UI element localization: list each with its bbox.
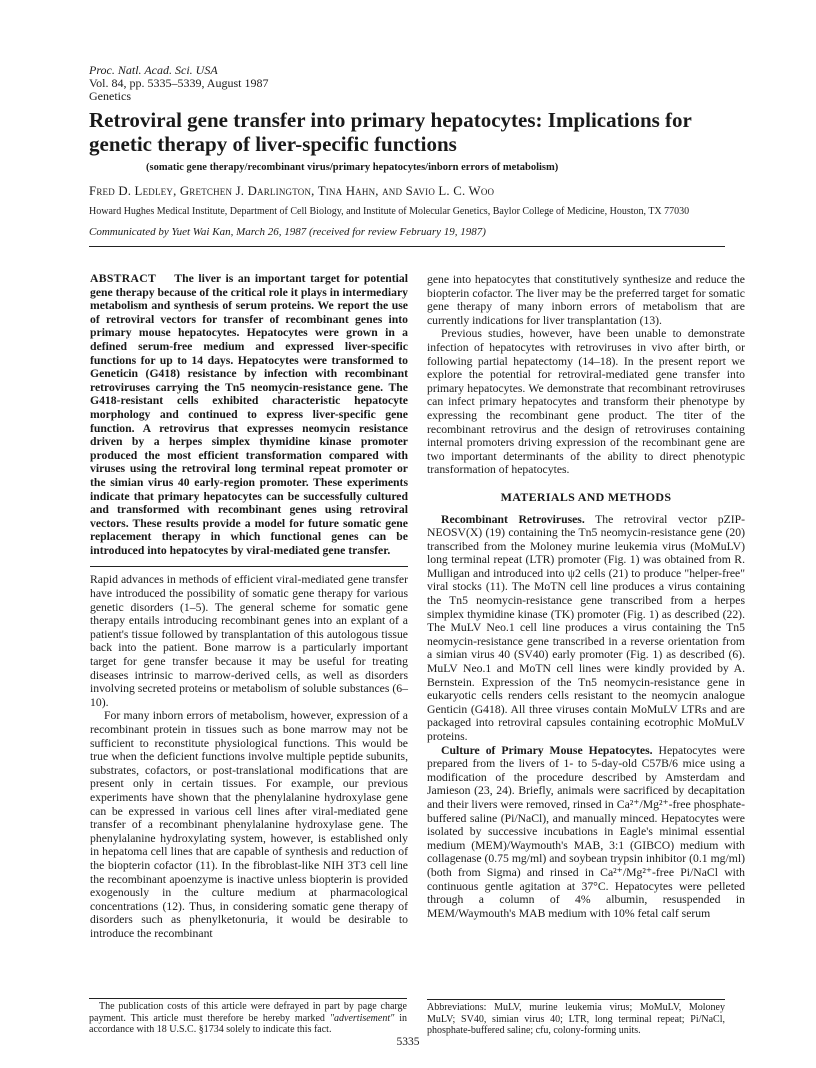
right-column [427, 273, 745, 920]
article-title: Retroviral gene transfer into primary hepatocytes: Implications for genetic therapy of liver-specific functions [89, 108, 692, 156]
communicated-by [89, 226, 486, 238]
section-heading: MATERIALS AND METHODS [500, 489, 672, 504]
publication-cost-footnote [89, 1001, 407, 1036]
abstract-label: ABSTRACT [90, 272, 157, 285]
journal-header [89, 64, 268, 103]
intro-paragraph-4: Previous studies, however, have been unable to demonstrate infection of hepatocytes with retroviruses in vivo after birth, or following partial hepatectomy (14–18). In the present report we explore the potential for retroviral-mediated gene transfer into primary hepatocytes. We demonstrate that recombinant retroviruses can infect primary hepatocytes and transform their phenotype by expressing the recombinant gene product. The titer of the recombinant retrovirus and the design of retroviruses containing internal promoters driving expression of the recombinant gene are two important determinants of the ability to direct phenotypic transformation of hepatocytes. [427, 327, 745, 477]
header-divider [89, 246, 725, 247]
abstract [90, 272, 408, 557]
footnote-divider-left [89, 998, 407, 999]
footnote-left-a: The publication costs of this article were defrayed in part by page charge payment. This article must therefore be hereby marked [89, 1001, 407, 1024]
intro-paragraph-2: For many inborn errors of metabolism, however, expression of a recombinant protein in tissues such as bone marrow may not be sufficient to reconstitute physiological functions. This would be true when the deficient functions involve multiple peptide subunits, substrates, cofactors, or post-translational modifications that are present only in certain tissues. For example, our previous experiments have shown that the phenylalanine hydroxylase gene can be expressed in various cell lines after viral-mediated gene transfer of a recombinant phenylalanine hydroxylase gene. The phenylalanine hydroxylating system, however, is established only in hepatoma cell lines that are capable of synthesis and reduction of the biopterin cofactor (11). In the fibroblast-like NIH 3T3 cell line the recombinant apoenzyme is inactive unless biopterin is provided exogenously in the culture medium at pharmacological concentrations (12). Thus, in considering somatic gene therapy of disorders such as phenylketonuria, it would be desirable to introduce the recombinant [90, 709, 408, 940]
journal-section: Genetics [89, 89, 131, 103]
methods-subhead-2: Culture of Primary Mouse Hepatocytes. [441, 743, 653, 757]
abstract-text: The liver is an important target for potential gene therapy because of the critical role it plays in intermediary metabolism and synthesis of serum proteins. We report the use of retroviral vectors for transfer of recombinant genes into primary mouse hepatocytes. Hepatocytes were grown in a defined serum-free medium and expressed liver-specific functions for up to 14 days. Hepatocytes were transformed to Geneticin (G418) resistance by infection with recombinant retroviruses carrying the Tn5 neomycin-resistance gene. The G418-resistant cells exhibited characteristic hepatocyte morphology and continued to express liver-specific gene function. A retrovirus that expresses neomycin resistance driven by a herpes simplex thymidine kinase promoter produced the most efficient transformation compared with viruses using the retroviral long terminal repeat promoter or the simian virus 40 early-region promoter. These experiments indicate that primary hepatocytes can be successfully cultured and transformed with recombinant genes using retroviral vectors. These results provide a model for future somatic gene replacement therapy in which functional genes can be introduced into hepatocytes by viral-mediated gene transfer. [90, 272, 408, 557]
methods-text-1: The retroviral vector pZIP-NEOSV(X) (19) containing the Tn5 neomycin-resistance gene (20) transcribed from the Moloney murine leukemia virus (MoMuLV) long terminal repeat (LTR) promoter (Fig. 1) was obtained from R. Mulligan and introduced into ψ2 cells (21) to produce "helper-free" viral stocks (11). The MoTN cell line produces a virus containing the Tn5 neomycin-resistance gene transcribed from a herpes simplex thymidine kinase (TK) promoter (Fig. 1) as described (22). The MuLV Neo.1 cell line produces a virus containing the Tn5 neomycin-resistance gene transcribed in a reverse orientation from a simian virus 40 (SV40) early promoter (Fig. 1) as described (6). MuLV Neo.1 and MoTN cell lines were kindly provided by A. Bernstein. Expression of the Tn5 neomycin-resistance gene in eukaryotic cells renders cells resistant to the neomycin analogue Genticin (G418). All three viruses contain MoMuLV LTRs and are packaged into retroviral capsules containing ecotrophic MoMuLV proteins. [427, 512, 746, 743]
abstract-divider [90, 566, 408, 567]
methods-paragraph-1 [427, 513, 745, 744]
intro-paragraph-3: gene into hepatocytes that constitutively synthesize and reduce the biopterin cofactor. The liver may be the preferred target for somatic gene therapy of many inborn errors of metabolism that are currently indications for liver transplantation (13). [427, 273, 745, 327]
author-list: Fred D. Ledley, Gretchen J. Darlington, Tina Hahn, and Savio L. C. Woo [89, 184, 495, 198]
footnote-left-b: in accordance with 18 U.S.C. §1734 solely to indicate this fact. [89, 1012, 407, 1036]
journal-volume: Vol. 84, pp. 5335–5339, August 1987 [89, 76, 269, 90]
affiliation: Howard Hughes Medical Institute, Department of Cell Biology, and Institute of Molecular Genetics, Baylor College of Medicine, Houston, TX 77030 [89, 206, 690, 217]
methods-subhead-1: Recombinant Retroviruses. [441, 512, 585, 526]
intro-paragraph-1: Rapid advances in methods of efficient viral-mediated gene transfer have introduced the possibility of somatic gene therapy for various genetic disorders (1–5). The general scheme for somatic gene therapy entails introducing recombinant genes into an explant of a patient's tissue followed by transplantation of this autologous tissue back into the patient. Bone marrow is a particularly important target for gene transfer because it may be useful for treating diseases intrinsic to marrow-derived cells, as well as disorders involving secreted proteins or metabolism of soluble substances (6–10). [90, 573, 408, 709]
journal-name: Proc. Natl. Acad. Sci. USA [89, 63, 218, 77]
keywords: (somatic gene therapy/recombinant virus/primary hepatocytes/inborn errors of metabolism) [146, 162, 559, 173]
abbreviations-footnote: Abbreviations: MuLV, murine leukemia virus; MoMuLV, Moloney MuLV; SV40, simian virus 40; LTR, long terminal repeat; Pi/NaCl, phosphate-buffered saline; cfu, colony-forming units. [427, 1002, 725, 1037]
communicated-by-text: Communicated by Yuet Wai Kan, March 26, 1987 (received for review February 19, 1987) [89, 226, 486, 238]
footnote-advertisement: "advertisement" [329, 1012, 395, 1024]
methods-text-2: Hepatocytes were prepared from the livers of 1- to 5-day-old C57B/6 mice using a modification of the procedure described by Amsterdam and Jamieson (23, 24). Briefly, animals were sacrificed by decapitation and their livers were removed, rinsed in Ca²⁺/Mg²⁺-free phosphate-buffered saline (Pi/NaCl), and manually minced. Hepatocytes were isolated by successive incubations in Eagle's minimal essential medium (MEM)/Waymouth's MAB, 3:1 (GIBCO) medium with collagenase (0.75 mg/ml) and soybean trypsin inhibitor (0.1 mg/ml) (both from Sigma) and rinsed in Ca²⁺/Mg²⁺-free Pi/NaCl with continuous gentle agitation at 37°C. Hepatocytes were pelleted through a column of 4% albumin, resuspended in MEM/Waymouth's MAB medium with 10% fetal calf serum [427, 743, 745, 920]
page-number: 5335 [396, 1036, 420, 1048]
footnote-divider-right [427, 999, 725, 1000]
left-column [90, 272, 408, 941]
methods-paragraph-2 [427, 744, 745, 921]
